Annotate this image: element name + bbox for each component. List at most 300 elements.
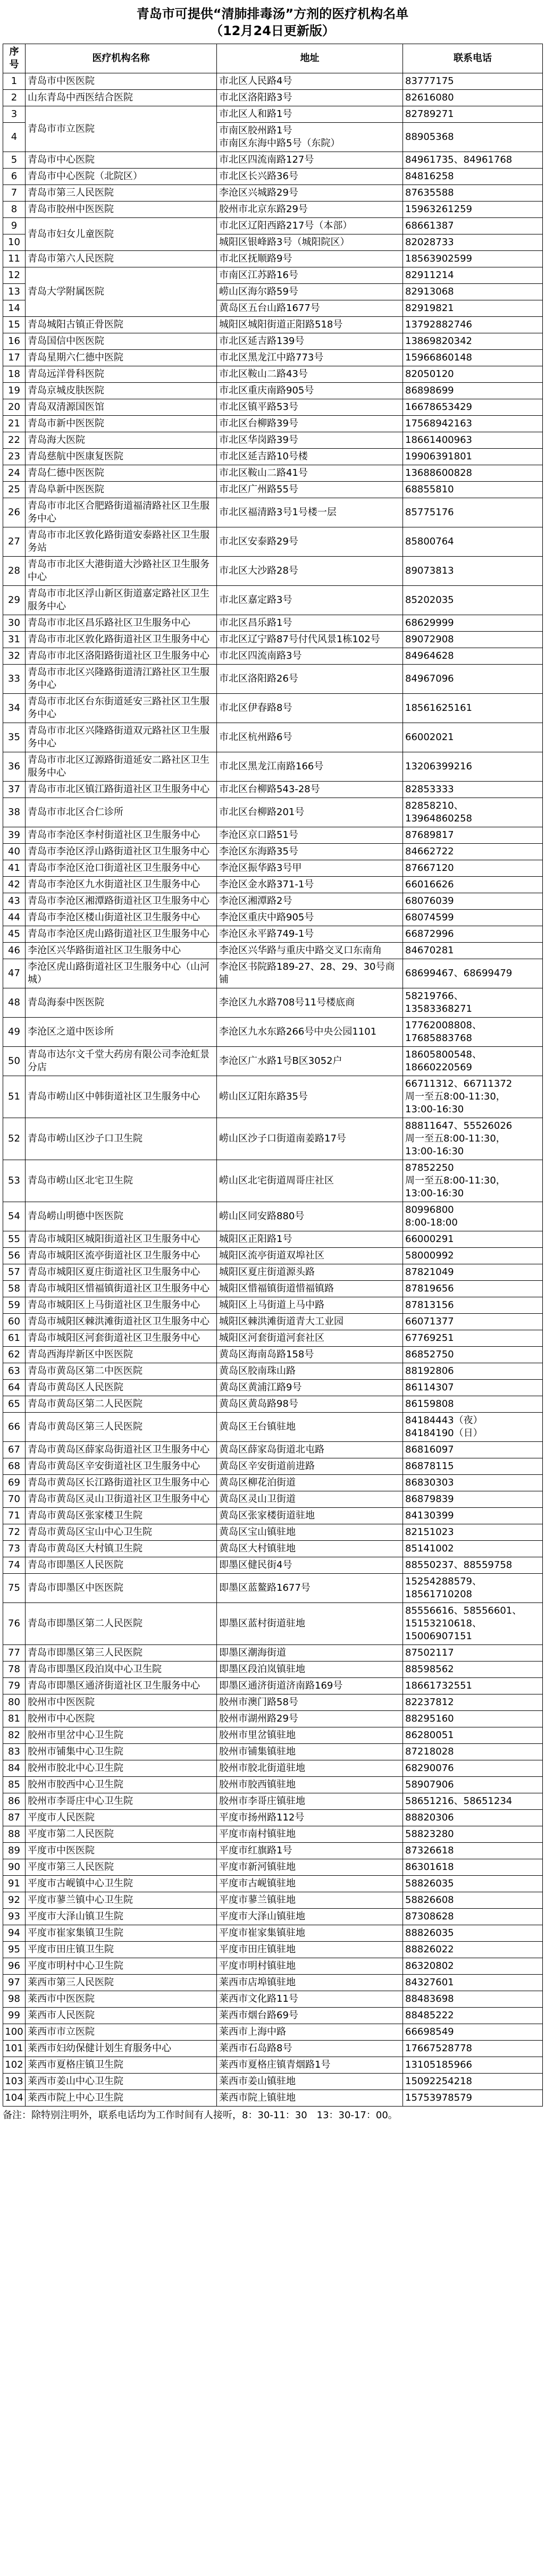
row-number: 34 <box>3 694 26 723</box>
phone-line: 58907906 <box>405 1779 454 1790</box>
institution-address <box>217 527 403 557</box>
phone-line: 58826035 <box>405 1878 454 1889</box>
phone-line: 87218028 <box>405 1746 454 1757</box>
phone-line: 13:00-16:30 <box>405 1104 464 1115</box>
institution-address <box>217 317 403 333</box>
institution-address <box>217 1645 403 1662</box>
phone-line: 84964628 <box>405 650 454 661</box>
phone-line: 68290076 <box>405 1763 454 1774</box>
institution-name: 胶州市胶西中心卫生院 <box>26 1777 217 1793</box>
row-number: 45 <box>3 926 26 943</box>
table-row <box>3 383 543 399</box>
institution-name: 青岛京城皮肤医院 <box>26 383 217 399</box>
row-number: 78 <box>3 1662 26 1678</box>
address-line: 黄岛区王台镇驻地 <box>219 1421 296 1432</box>
institution-name: 胶州市胶北中心卫生院 <box>26 1760 217 1777</box>
row-number: 11 <box>3 251 26 267</box>
phone-line: 82858210、 <box>405 800 464 811</box>
address-line: 市北区福清路3号1号楼一层 <box>219 507 337 518</box>
institution-phone <box>403 860 543 877</box>
row-number: 59 <box>3 1297 26 1314</box>
table-row <box>3 449 543 465</box>
institution-name: 青岛市黄岛区大村镇卫生院 <box>26 1541 217 1557</box>
table-row <box>3 1202 543 1231</box>
footer-note: 备注：除特别注明外，联系电话均为工作时间有人接听，8：30-11：30 13：30-17：00。 <box>3 2110 398 2121</box>
row-number: 42 <box>3 877 26 893</box>
row-number: 15 <box>3 317 26 333</box>
institution-address <box>217 2074 403 2090</box>
phone-line: 88820306 <box>405 1812 454 1823</box>
institution-name: 青岛双清源国医馆 <box>26 399 217 416</box>
address-line: 平度市大泽山镇驻地 <box>219 1911 305 1922</box>
institution-name: 山东青岛中西医结合医院 <box>26 90 217 106</box>
phone-line: 13964860258 <box>405 813 472 824</box>
address-line: 城阳区流亭街道双埠社区 <box>219 1250 324 1261</box>
institution-name: 莱西市姜山中心卫生院 <box>26 2074 217 2090</box>
institution-address <box>217 988 403 1018</box>
phone-line: 86879839 <box>405 1493 454 1505</box>
phone-line: 86320802 <box>405 1960 454 1971</box>
institution-name: 青岛市城阳区惜福镇街道社区卫生服务中心 <box>26 1281 217 1297</box>
row-number: 31 <box>3 632 26 648</box>
institution-name: 青岛海泰中医医院 <box>26 988 217 1018</box>
address-line: 胶州市里岔镇驻地 <box>219 1730 296 1741</box>
institution-phone <box>403 752 543 782</box>
institution-phone <box>403 1281 543 1297</box>
row-number: 49 <box>3 1018 26 1047</box>
phone-line: 17568942163 <box>405 418 472 429</box>
address-line: 市北区昌乐路1号 <box>219 617 292 628</box>
table-row <box>3 1231 543 1248</box>
institution-address <box>217 251 403 267</box>
phone-line: 15092254218 <box>405 2076 472 2087</box>
institution-address <box>217 383 403 399</box>
table-row <box>3 1942 543 1958</box>
address-line: 市北区鞍山二路43号 <box>219 368 308 380</box>
institution-address <box>217 1475 403 1491</box>
table-row <box>3 844 543 860</box>
institution-address <box>217 218 403 234</box>
row-number: 53 <box>3 1160 26 1202</box>
phone-line: 13:00-16:30 <box>405 1146 464 1157</box>
row-number: 55 <box>3 1231 26 1248</box>
row-number: 32 <box>3 648 26 665</box>
table-row <box>3 615 543 632</box>
header-phone: 联系电话 <box>403 44 543 73</box>
row-number: 65 <box>3 1396 26 1413</box>
phone-line: 82237812 <box>405 1697 454 1708</box>
institution-phone <box>403 383 543 399</box>
institution-address <box>217 665 403 694</box>
phone-line: 15963261259 <box>405 204 472 215</box>
institution-phone <box>403 959 543 988</box>
institution-phone <box>403 1810 543 1826</box>
address-line: 李沧区重庆中路905号 <box>219 912 314 923</box>
row-number: 4 <box>3 123 26 152</box>
address-line: 李沧区振华路3号甲 <box>219 862 302 874</box>
institution-phone <box>403 416 543 432</box>
row-number: 22 <box>3 432 26 449</box>
institution-name: 胶州市李哥庄中心卫生院 <box>26 1793 217 1810</box>
institution-phone <box>403 482 543 498</box>
table-row <box>3 333 543 350</box>
institution-address <box>217 1442 403 1458</box>
institution-name: 青岛市中医医院 <box>26 73 217 90</box>
address-line: 即墨区潮海街道 <box>219 1647 286 1658</box>
institution-phone <box>403 73 543 90</box>
institution-address <box>217 1876 403 1892</box>
institution-phone <box>403 1603 543 1645</box>
table-row <box>3 959 543 988</box>
table-row <box>3 665 543 694</box>
row-number: 61 <box>3 1330 26 1347</box>
table-body <box>3 73 543 2107</box>
institution-address <box>217 1694 403 1711</box>
address-line: 胶州市胶西镇驻地 <box>219 1779 296 1790</box>
institution-address <box>217 169 403 185</box>
phone-line: 88192806 <box>405 1365 454 1377</box>
table-row <box>3 1314 543 1330</box>
table-row <box>3 1793 543 1810</box>
institution-address <box>217 1347 403 1363</box>
address-line: 李沧区京口路51号 <box>219 829 298 841</box>
institution-phone <box>403 1876 543 1892</box>
institution-name: 青岛市李沧区九水街道社区卫生服务中心 <box>26 877 217 893</box>
phone-line: 87821049 <box>405 1266 454 1278</box>
institution-address <box>217 416 403 432</box>
phone-line: 88811647、55526026 <box>405 1120 513 1131</box>
institution-address <box>217 1678 403 1694</box>
phone-line: 66872996 <box>405 928 454 939</box>
institution-name: 平度市第二人民医院 <box>26 1826 217 1843</box>
row-number: 37 <box>3 782 26 798</box>
institution-address <box>217 1958 403 1975</box>
phone-line: 85775176 <box>405 507 454 518</box>
institution-address <box>217 1231 403 1248</box>
phone-line: 周一至五8:00-11:30， <box>405 1175 506 1186</box>
institution-name: 莱西市院上中心卫生院 <box>26 2090 217 2107</box>
table-row <box>3 106 543 123</box>
institution-phone <box>403 615 543 632</box>
phone-line: 85141002 <box>405 1543 454 1554</box>
address-line: 李沧区兴华路与重庆中路交叉口东南角 <box>219 945 382 956</box>
address-line: 平度市扬州路112号 <box>219 1812 305 1823</box>
phone-line: 17685883768 <box>405 1033 472 1044</box>
phone-line: 89072908 <box>405 634 454 645</box>
institution-address <box>217 648 403 665</box>
row-number: 35 <box>3 723 26 752</box>
row-number: 104 <box>3 2090 26 2107</box>
address-line: 市南区东海中路5号（东院） <box>219 138 340 149</box>
address-line: 市北区辽宁路87号付代风景1栋102号 <box>219 634 380 645</box>
table-row <box>3 1876 543 1892</box>
institution-name: 莱西市人民医院 <box>26 2008 217 2024</box>
phone-line: 85556616、58556601、 <box>405 1605 522 1616</box>
institution-address <box>217 1662 403 1678</box>
phone-line: 86280051 <box>405 1730 454 1741</box>
institution-address <box>217 1603 403 1645</box>
table-row <box>3 1975 543 1991</box>
institution-name: 青岛仁德中医医院 <box>26 465 217 482</box>
address-line: 李沧区九水东路266号中央公园1101 <box>219 1026 377 1037</box>
table-row <box>3 1347 543 1363</box>
phone-line: 58823280 <box>405 1828 454 1840</box>
institution-name: 青岛市达尔文千堂大药房有限公司李沧虹景分店 <box>26 1047 217 1076</box>
institution-address <box>217 1281 403 1297</box>
table-row <box>3 1118 543 1160</box>
institution-address <box>217 185 403 202</box>
address-line: 城阳区城阳街道正阳路518号 <box>219 319 343 330</box>
address-line: 崂山区沙子口街道南姜路17号 <box>219 1133 346 1144</box>
row-number: 5 <box>3 152 26 169</box>
institution-address <box>217 586 403 615</box>
table-row <box>3 2057 543 2074</box>
header-name: 医疗机构名称 <box>26 44 217 73</box>
institution-name: 青岛市崂山区沙子口卫生院 <box>26 1118 217 1160</box>
row-number: 33 <box>3 665 26 694</box>
institution-address <box>217 1264 403 1281</box>
row-number: 57 <box>3 1264 26 1281</box>
address-line: 市北区黑龙江中路773号 <box>219 352 324 363</box>
address-line: 黄岛区黄岛路98号 <box>219 1398 298 1409</box>
address-line: 市北区台柳路39号 <box>219 418 298 429</box>
institution-name: 青岛市市北区昌乐路社区卫生服务中心 <box>26 615 217 632</box>
table-row <box>3 1413 543 1442</box>
table-row <box>3 1678 543 1694</box>
phone-line: 82616080 <box>405 92 454 103</box>
phone-line: 18661732551 <box>405 1680 472 1691</box>
row-number: 2 <box>3 90 26 106</box>
institution-phone <box>403 926 543 943</box>
table-row <box>3 860 543 877</box>
institution-phone <box>403 1047 543 1076</box>
institution-phone <box>403 350 543 366</box>
address-line: 崂山区海尔路59号 <box>219 286 298 297</box>
phone-line: 87813156 <box>405 1299 454 1311</box>
institution-address <box>217 1777 403 1793</box>
phone-line: 84662722 <box>405 846 454 857</box>
institution-name: 青岛市即墨区通济街道社区卫生服务中心 <box>26 1678 217 1694</box>
institution-address <box>217 2024 403 2041</box>
address-line: 黄岛区胶南珠山路 <box>219 1365 296 1377</box>
address-line: 胶州市铺集镇驻地 <box>219 1746 296 1757</box>
institution-phone <box>403 1076 543 1118</box>
row-number: 62 <box>3 1347 26 1363</box>
address-line: 市北区辽阳西路217号（本部） <box>219 220 353 231</box>
address-line: 李沧区金水路371-1号 <box>219 879 314 890</box>
institution-name: 青岛市城阳区夏庄街道社区卫生服务中心 <box>26 1264 217 1281</box>
row-number: 39 <box>3 827 26 844</box>
row-number: 50 <box>3 1047 26 1076</box>
address-line: 崂山区辽阳东路35号 <box>219 1091 308 1102</box>
row-number: 36 <box>3 752 26 782</box>
institution-name: 青岛市黄岛区宝山中心卫生院 <box>26 1524 217 1541</box>
institution-name: 青岛市即墨区段泊岚中心卫生院 <box>26 1662 217 1678</box>
table-row <box>3 366 543 383</box>
table-row <box>3 1264 543 1281</box>
phone-line: 18561625161 <box>405 702 472 714</box>
institution-address <box>217 1202 403 1231</box>
institution-address <box>217 333 403 350</box>
table-row <box>3 2024 543 2041</box>
institution-name: 青岛市妇女儿童医院 <box>26 218 217 251</box>
institution-name: 青岛市即墨区第三人民医院 <box>26 1645 217 1662</box>
table-row <box>3 1557 543 1574</box>
title-line-1: 青岛市可提供“清肺排毒汤”方剂的医疗机构名单 <box>136 6 409 21</box>
address-line: 平度市田庄镇驻地 <box>219 1944 296 1955</box>
phone-line: 68074599 <box>405 912 454 923</box>
institution-address <box>217 2057 403 2074</box>
row-number: 92 <box>3 1892 26 1909</box>
phone-line: 周一至五8:00-11:30， <box>405 1133 506 1144</box>
institution-address <box>217 1859 403 1876</box>
institution-name: 青岛市李沧区浮山路街道社区卫生服务中心 <box>26 844 217 860</box>
phone-line: 15753978579 <box>405 2092 472 2103</box>
phone-line: 13583368271 <box>405 1003 472 1014</box>
institution-address <box>217 1711 403 1727</box>
institution-address <box>217 350 403 366</box>
table-row <box>3 350 543 366</box>
institution-name: 青岛市李沧区湘潭路街道社区卫生服务中心 <box>26 893 217 910</box>
institution-address <box>217 1076 403 1118</box>
institution-address <box>217 267 403 284</box>
row-number: 77 <box>3 1645 26 1662</box>
institution-address <box>217 1744 403 1760</box>
row-number: 91 <box>3 1876 26 1892</box>
institution-name: 青岛市即墨区中医医院 <box>26 1574 217 1603</box>
row-number: 21 <box>3 416 26 432</box>
address-line: 胶州市澳门路58号 <box>219 1697 298 1708</box>
address-line: 莱西市上海中路 <box>219 2026 286 2037</box>
table-row <box>3 90 543 106</box>
institution-name: 李沧区虎山路街道社区卫生服务中心（山河城） <box>26 959 217 988</box>
address-line: 黄岛区五台山路1677号 <box>219 303 320 314</box>
table-row <box>3 1810 543 1826</box>
institution-name: 胶州市铺集中心卫生院 <box>26 1744 217 1760</box>
phone-line: 87635588 <box>405 187 454 198</box>
row-number: 82 <box>3 1727 26 1744</box>
institution-phone <box>403 2057 543 2074</box>
institution-phone <box>403 1793 543 1810</box>
row-number: 103 <box>3 2074 26 2090</box>
address-line: 市北区人民路4号 <box>219 75 292 87</box>
institution-phone <box>403 1314 543 1330</box>
table-row <box>3 218 543 234</box>
institution-address <box>217 752 403 782</box>
institution-name: 青岛市市北区洛阳路街道社区卫生服务中心 <box>26 648 217 665</box>
address-line: 黄岛区薛家岛街道北屯路 <box>219 1444 324 1455</box>
institution-name: 青岛市市北区兴隆路街道双元路社区卫生服务中心 <box>26 723 217 752</box>
row-number: 102 <box>3 2057 26 2074</box>
institution-address <box>217 959 403 988</box>
table-row <box>3 1958 543 1975</box>
phone-line: 17762008808、 <box>405 1020 482 1031</box>
row-number: 60 <box>3 1314 26 1330</box>
institution-phone <box>403 449 543 465</box>
phone-line: 82789271 <box>405 108 454 120</box>
address-line: 即墨区通济街道济南路169号 <box>219 1680 343 1691</box>
institution-phone <box>403 1711 543 1727</box>
institution-phone <box>403 1160 543 1202</box>
institution-phone <box>403 1826 543 1843</box>
institution-phone <box>403 1958 543 1975</box>
address-line: 市北区四流南路3号 <box>219 650 302 661</box>
row-number: 54 <box>3 1202 26 1231</box>
institution-name: 青岛市崂山区北宅卫生院 <box>26 1160 217 1202</box>
institution-name: 青岛市城阳区河套街道社区卫生服务中心 <box>26 1330 217 1347</box>
institution-address <box>217 449 403 465</box>
address-line: 市北区延吉路10号楼 <box>219 451 308 462</box>
phone-line: 15153210618、 <box>405 1618 482 1629</box>
institution-phone <box>403 1231 543 1248</box>
address-line: 李沧区兴城路29号 <box>219 187 298 198</box>
institution-name: 青岛远洋骨科医院 <box>26 366 217 383</box>
institution-address <box>217 366 403 383</box>
row-number: 38 <box>3 798 26 827</box>
institution-address <box>217 910 403 926</box>
institution-address <box>217 1991 403 2008</box>
address-line: 黄岛区辛安街道前进路 <box>219 1461 315 1472</box>
phone-line: 84670281 <box>405 945 454 956</box>
phone-line: 68699467、68699479 <box>405 968 513 979</box>
institution-name: 青岛市胶州中医医院 <box>26 202 217 218</box>
institution-phone <box>403 1574 543 1603</box>
address-line: 平度市蓼兰镇驻地 <box>219 1894 296 1906</box>
row-number: 70 <box>3 1491 26 1508</box>
institution-phone <box>403 1363 543 1380</box>
institution-address <box>217 1793 403 1810</box>
table-row <box>3 798 543 827</box>
institution-phone <box>403 1396 543 1413</box>
institution-name: 青岛国信中医医院 <box>26 333 217 350</box>
phone-line: 84327601 <box>405 1977 454 1988</box>
institution-name: 青岛市黄岛区第二中医医院 <box>26 1363 217 1380</box>
phone-line: 66016626 <box>405 879 454 890</box>
institution-name: 青岛阜新中医医院 <box>26 482 217 498</box>
table-row <box>3 1160 543 1202</box>
institution-name: 青岛市新中医医院 <box>26 416 217 432</box>
row-number: 74 <box>3 1557 26 1574</box>
table-row <box>3 1458 543 1475</box>
table-row <box>3 694 543 723</box>
institution-phone <box>403 1843 543 1859</box>
table-row <box>3 1925 543 1942</box>
phone-line: 89073813 <box>405 565 454 576</box>
phone-line: 16678653429 <box>405 401 472 413</box>
table-row <box>3 1297 543 1314</box>
row-number: 6 <box>3 169 26 185</box>
table-row <box>3 1475 543 1491</box>
phone-line: 8:00-18:00 <box>405 1217 458 1228</box>
row-number: 58 <box>3 1281 26 1297</box>
phone-line: 66000291 <box>405 1234 454 1245</box>
phone-line: 83777175 <box>405 75 454 87</box>
institution-name: 青岛市李沧区沧口街道社区卫生服务中心 <box>26 860 217 877</box>
institution-address <box>217 1491 403 1508</box>
table-row <box>3 877 543 893</box>
phone-line: 86878115 <box>405 1461 454 1472</box>
institution-name: 平度市古岘镇中心卫生院 <box>26 1876 217 1892</box>
table-row <box>3 1330 543 1347</box>
institution-phone <box>403 1202 543 1231</box>
institution-address <box>217 2041 403 2057</box>
address-line: 市北区嘉定路3号 <box>219 594 292 606</box>
row-number: 90 <box>3 1859 26 1876</box>
institution-address <box>217 1843 403 1859</box>
address-line: 即墨区蓝村街道驻地 <box>219 1618 305 1629</box>
table-row <box>3 1396 543 1413</box>
address-line: 平度市明村镇驻地 <box>219 1960 296 1971</box>
